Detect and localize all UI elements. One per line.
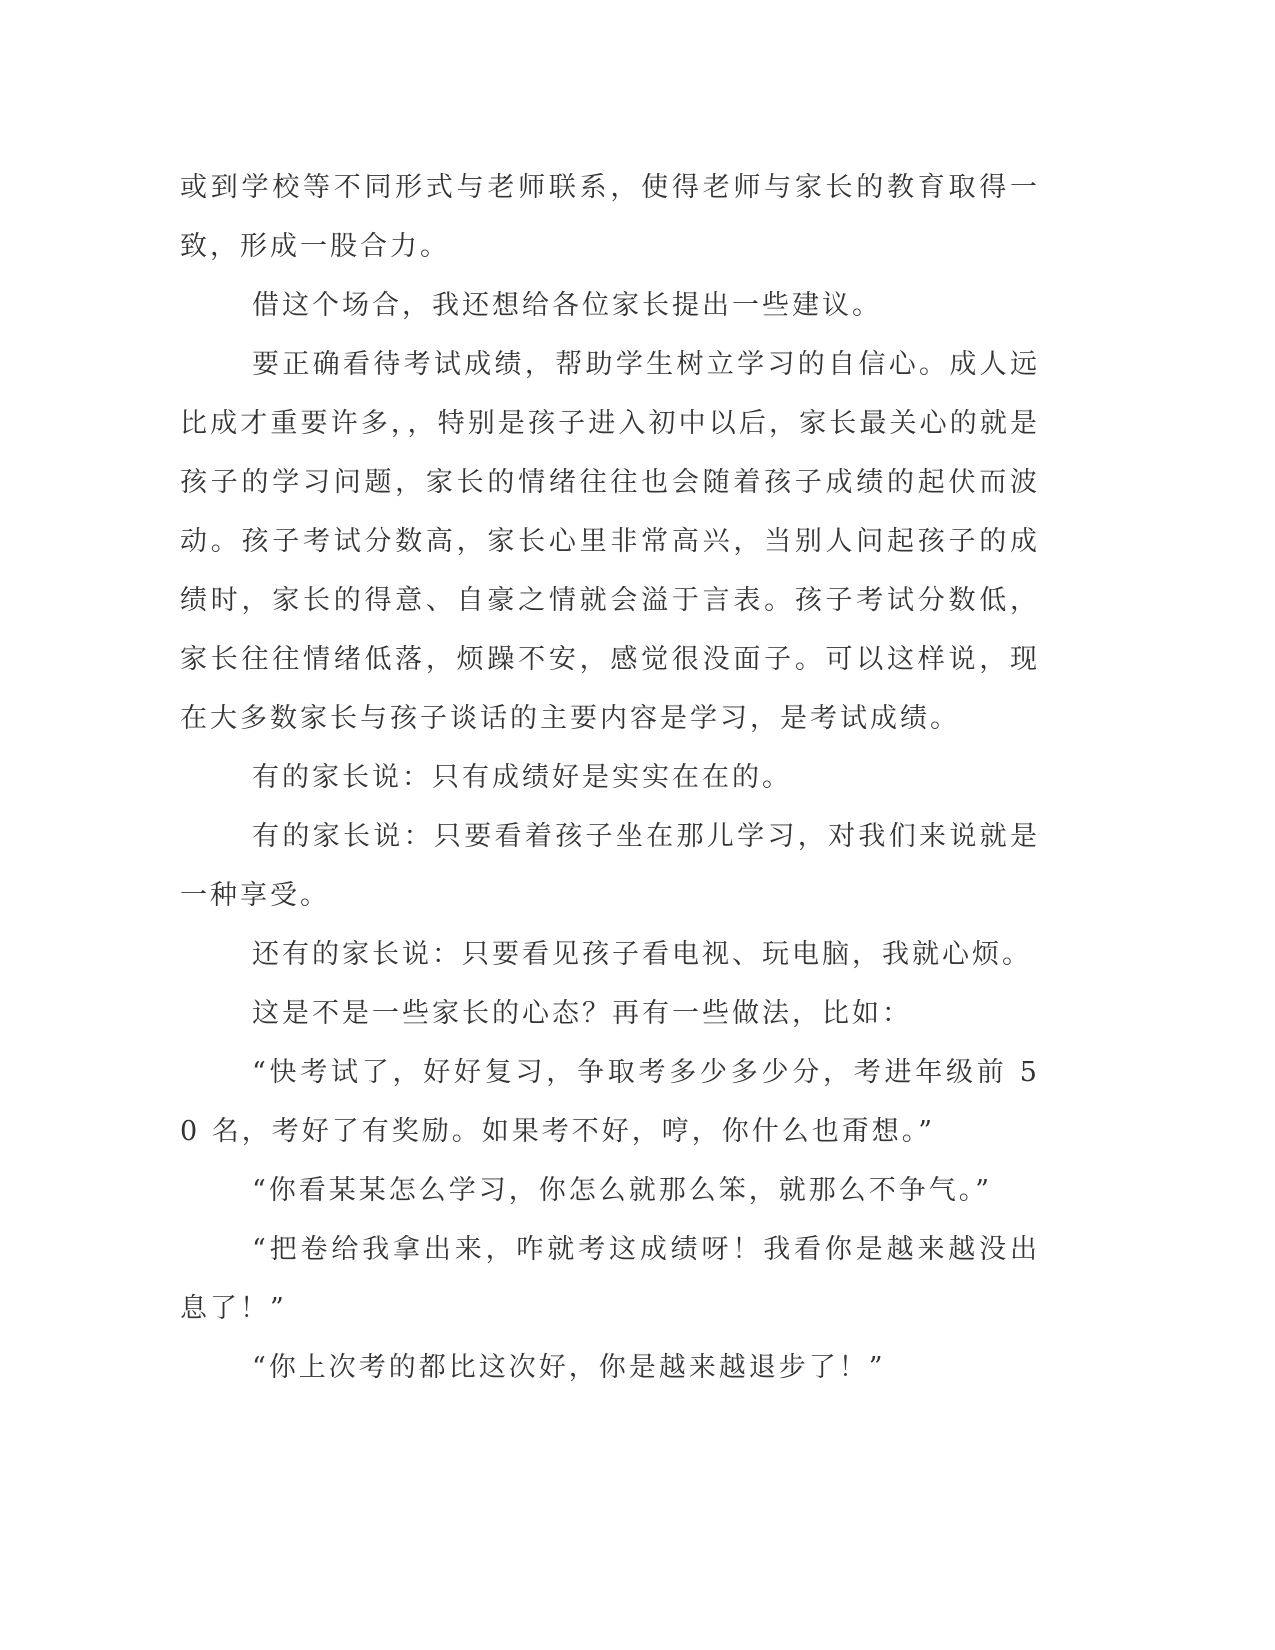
- paragraph-continuation: 或到学校等不同形式与老师联系，使得老师与家长的教育取得一致，形成一股合力。: [180, 172, 1040, 262]
- paragraph-example-quote-1: “快考试了，好好复习，争取考多少多少分，考进年级前 50 名，考好了有奖励。如果考不好，哼，你什么也甭想。”: [180, 1057, 1040, 1147]
- paragraph-example-quote-3: “把卷给我拿出来，咋就考这成绩呀！我看你是越来越没出息了！”: [180, 1234, 1040, 1324]
- paragraph-parent-quote-2: 有的家长说：只要看着孩子坐在那儿学习，对我们来说就是一种享受。: [180, 821, 1040, 911]
- document-body: [180, 158, 1040, 1397]
- paragraph-mindset-question: 这是不是一些家长的心态？再有一些做法，比如：: [252, 998, 912, 1029]
- paragraph-parent-quote-1: 有的家长说：只有成绩好是实实在在的。: [252, 762, 792, 793]
- paragraph-suggestion-intro: 借这个场合，我还想给各位家长提出一些建议。: [252, 290, 882, 321]
- paragraph-example-quote-4: “你上次考的都比这次好，你是越来越退步了！”: [252, 1352, 886, 1383]
- paragraph-exam-scores: 要正确看待考试成绩，帮助学生树立学习的自信心。成人远比成才重要许多，，特别是孩子进入初中以后，家长最关心的就是孩子的学习问题，家长的情绪往往也会随着孩子成绩的起伏而波动。孩子考试分数高，家长心里非常高兴，当别人问起孩子的成绩时，家长的得意、自豪之情就会溢于言表。孩子考试分数低，家长往往情绪低落，烦躁不安，感觉很没面子。可以这样说，现在大多数家长与孩子谈话的主要内容是学习，是考试成绩。: [180, 349, 1040, 734]
- paragraph-example-quote-2: “你看某某怎么学习，你怎么就那么笨，就那么不争气。”: [252, 1175, 993, 1206]
- paragraph-parent-quote-3: 还有的家长说：只要看见孩子看电视、玩电脑，我就心烦。: [252, 939, 1032, 970]
